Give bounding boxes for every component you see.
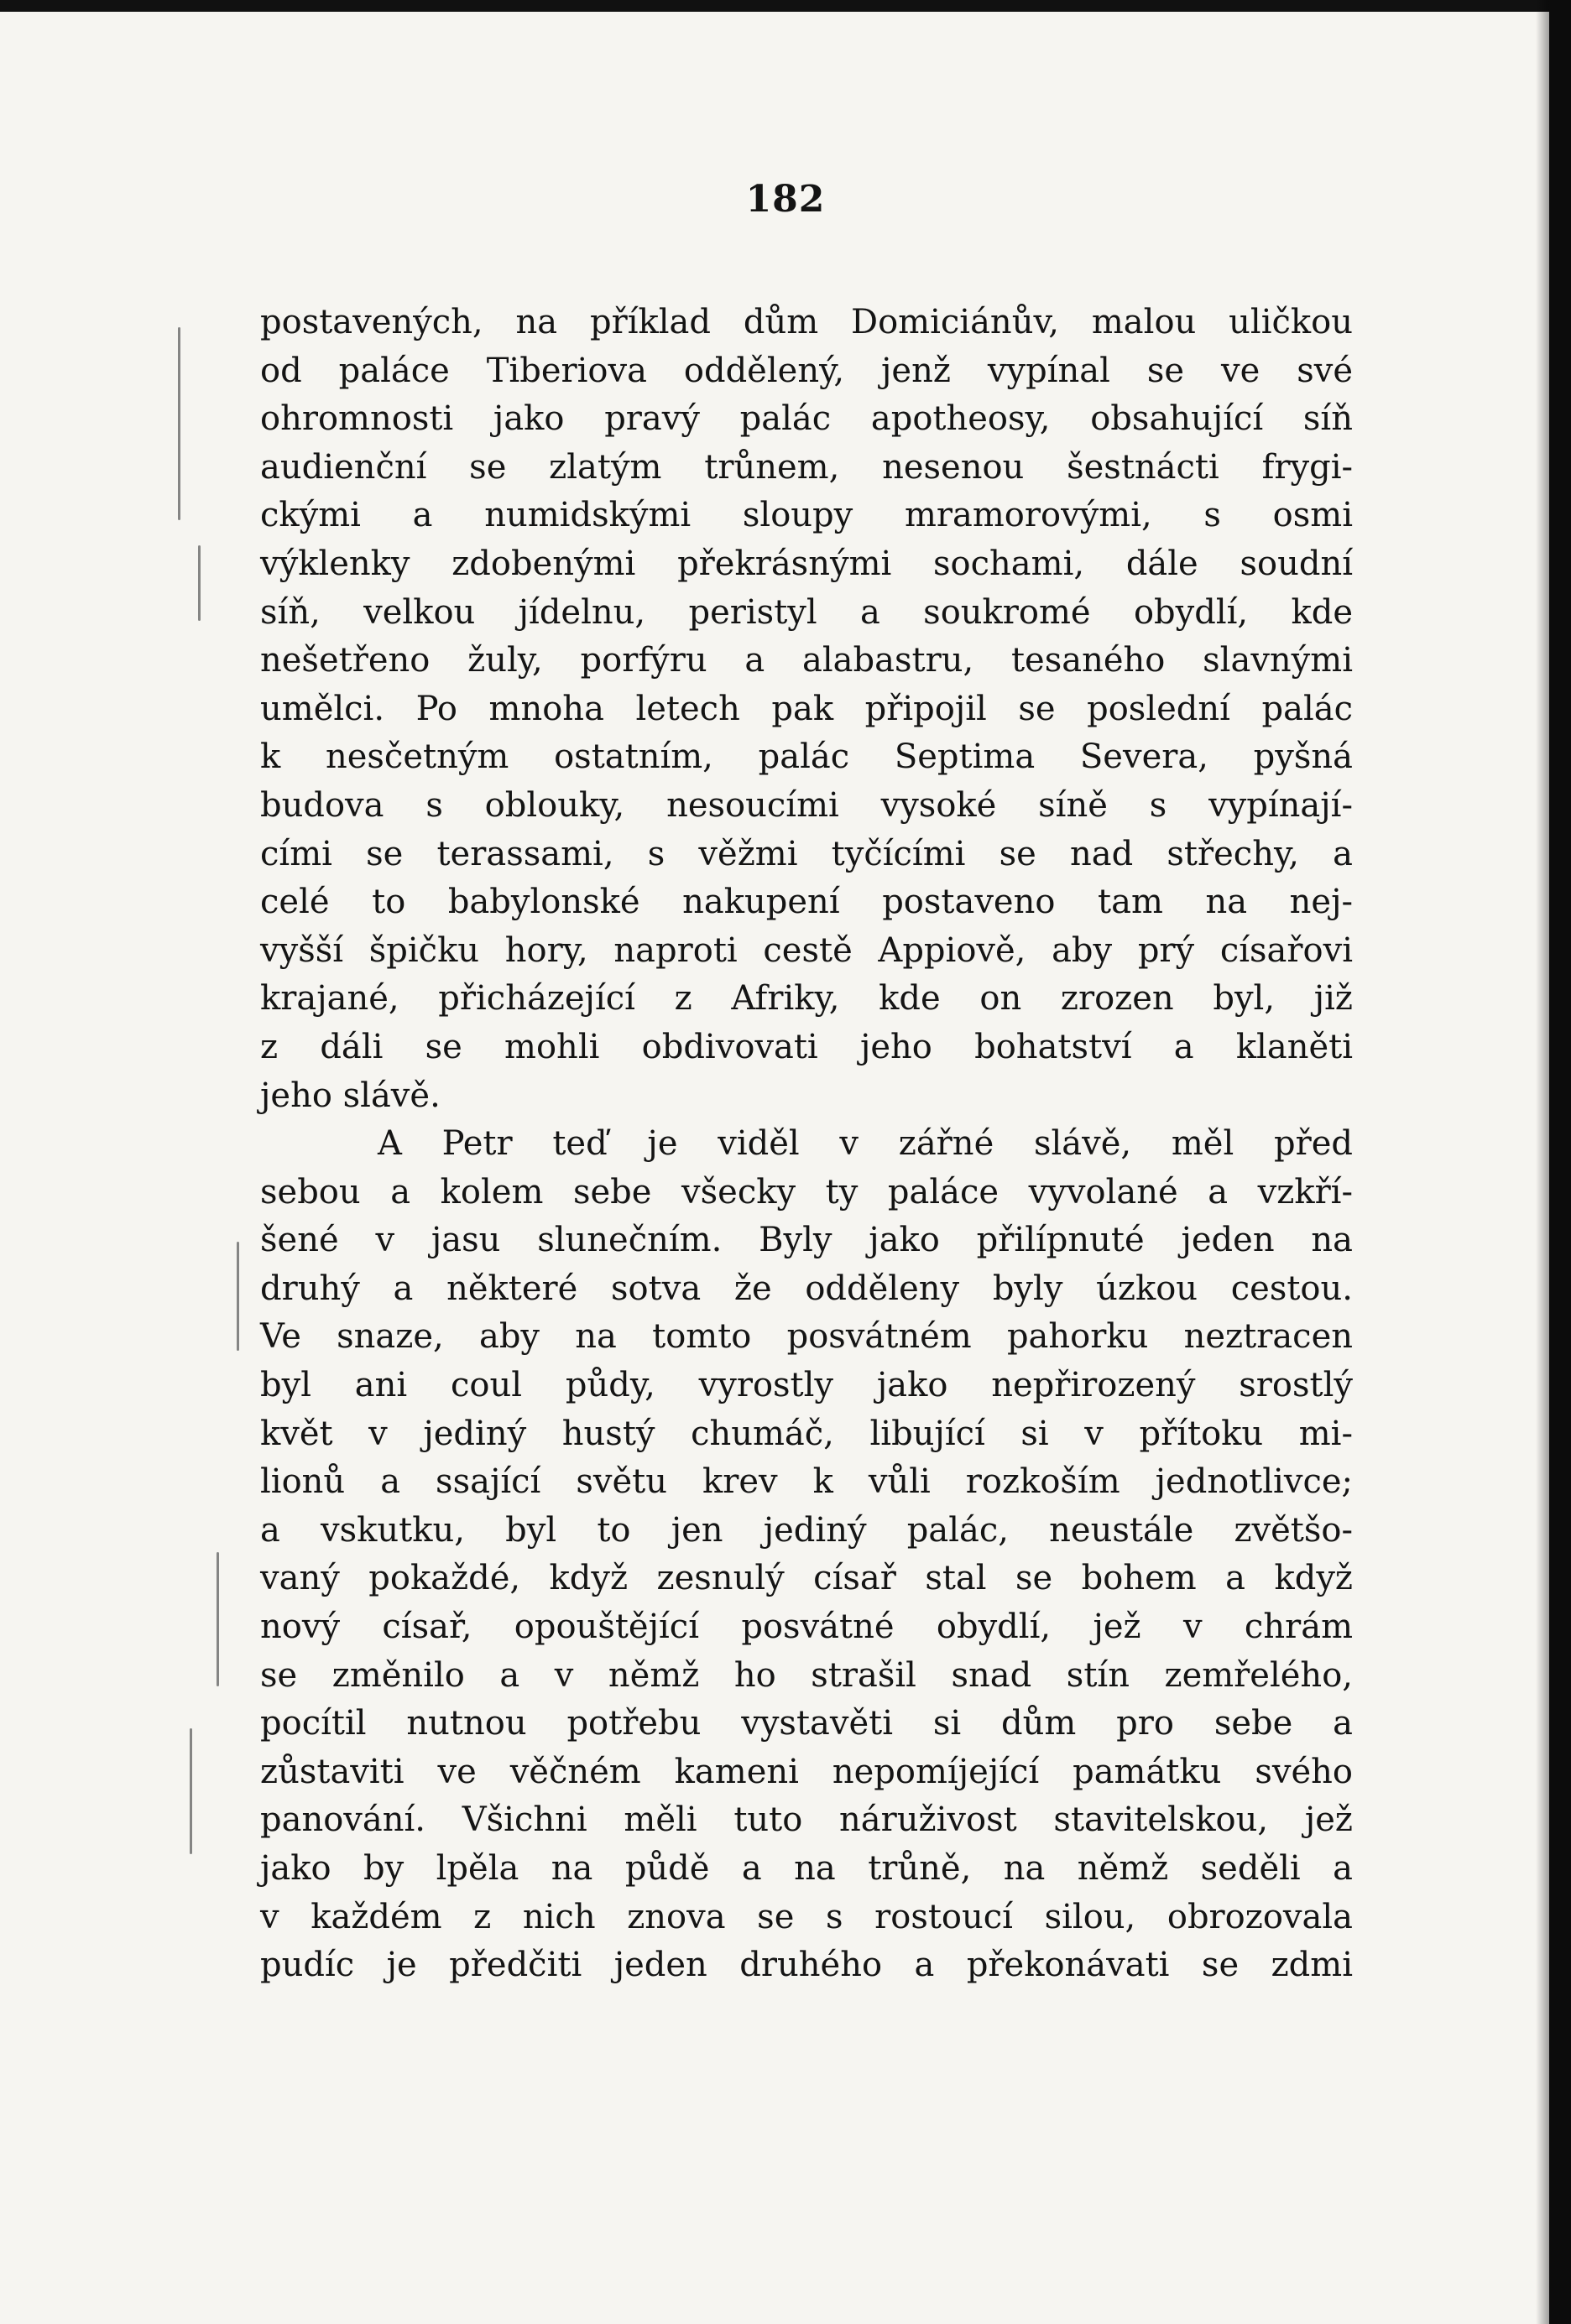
text-line: zůstaviti ve věčném kameni nepomíjející památku svého	[260, 1752, 1353, 1791]
text-line: byl ani coul půdy, vyrostly jako nepřirozený srostlý	[260, 1366, 1353, 1405]
text-line: audienční se zlatým trůnem, nesenou šestnácti frygi-	[260, 447, 1353, 487]
text-line: vaný pokaždé, když zesnulý císař stal se bohem a když	[260, 1559, 1353, 1598]
text-line: ohromnosti jako pravý palác apotheosy, obsahující síň	[260, 399, 1353, 439]
text-line: pocítil nutnou potřebu vystavěti si dům pro sebe a	[260, 1704, 1353, 1743]
text-line: síň, velkou jídelnu, peristyl a soukromé obydlí, kde	[260, 592, 1353, 632]
text-line: A Petr teď je viděl v zářné slávě, měl před	[378, 1124, 1353, 1164]
text-line: budova s oblouky, nesoucími vysoké síně s vypínají-	[260, 785, 1353, 825]
paragraph	[260, 1120, 1353, 1990]
text-line: v každém z nich znova se s rostoucí silou, obrozovala	[260, 1897, 1353, 1936]
text-line: a vskutku, byl to jen jediný palác, neustále zvětšo-	[260, 1510, 1353, 1550]
text-line: pudíc je předčiti jeden druhého a překonávati se zdmi	[260, 1946, 1353, 1985]
scan-edge-right	[1549, 0, 1571, 2324]
text-line: krajané, přicházející z Afriky, kde on zrozen byl, již	[260, 979, 1353, 1019]
text-line: lionů a ssající světu krev k vůli rozkoším jednotlivce;	[260, 1462, 1353, 1502]
paragraph	[260, 299, 1353, 1120]
text-line: sebou a kolem sebe všecky ty paláce vyvolané a vzkří-	[260, 1172, 1353, 1212]
text-line: Ve snaze, aby na tomto posvátném pahorku neztracen	[260, 1317, 1353, 1357]
text-line: druhý a některé sotva že odděleny byly úzkou cestou.	[260, 1269, 1353, 1308]
margin-mark	[217, 1552, 219, 1686]
text-line: celé to babylonské nakupení postaveno tam na nej-	[260, 883, 1353, 922]
text-line: jeho slávě.	[260, 1076, 441, 1115]
text-line: cími se terassami, s věžmi tyčícími se nad střechy, a	[260, 834, 1353, 873]
margin-mark	[198, 545, 201, 621]
text-line: ckými a numidskými sloupy mramorovými, s osmi	[260, 496, 1353, 535]
text-line: květ v jediný hustý chumáč, libující si v přítoku mi-	[260, 1414, 1353, 1453]
text-line: nešetřeno žuly, porfýru a alabastru, tesaného slavnými	[260, 641, 1353, 680]
margin-mark	[178, 327, 180, 520]
body-text	[260, 299, 1353, 1990]
text-line: k nesčetným ostatním, palác Septima Severa, pyšná	[260, 737, 1353, 777]
text-line: jako by lpěla na půdě a na trůně, na němž seděli a	[260, 1849, 1353, 1888]
text-line: umělci. Po mnoha letech pak připojil se poslední palác	[260, 689, 1353, 728]
text-line: panování. Všichni měli tuto náruživost stavitelskou, jež	[260, 1800, 1353, 1840]
scan-edge-top	[0, 0, 1571, 12]
text-line: od paláce Tiberiova oddělený, jenž vypínal se ve své	[260, 351, 1353, 390]
page-number: 182	[745, 178, 826, 221]
margin-mark	[237, 1242, 239, 1351]
text-line: z dáli se mohli obdivovati jeho bohatství a klaněti	[260, 1027, 1353, 1066]
scan-shadow-right	[1536, 0, 1549, 2324]
text-line: vyšší špičku hory, naproti cestě Appiově, aby prý císařovi	[260, 930, 1353, 970]
text-line: se změnilo a v němž ho strašil snad stín zemřelého,	[260, 1655, 1353, 1695]
text-line: výklenky zdobenými překrásnými sochami, dále soudní	[260, 544, 1353, 583]
text-line: postavených, na příklad dům Domiciánův, malou uličkou	[260, 303, 1353, 341]
text-line: šené v jasu slunečním. Byly jako přilípnuté jeden na	[260, 1221, 1353, 1260]
margin-mark	[190, 1728, 192, 1854]
text-line: nový císař, opouštějící posvátné obydlí, jež v chrám	[260, 1608, 1353, 1647]
